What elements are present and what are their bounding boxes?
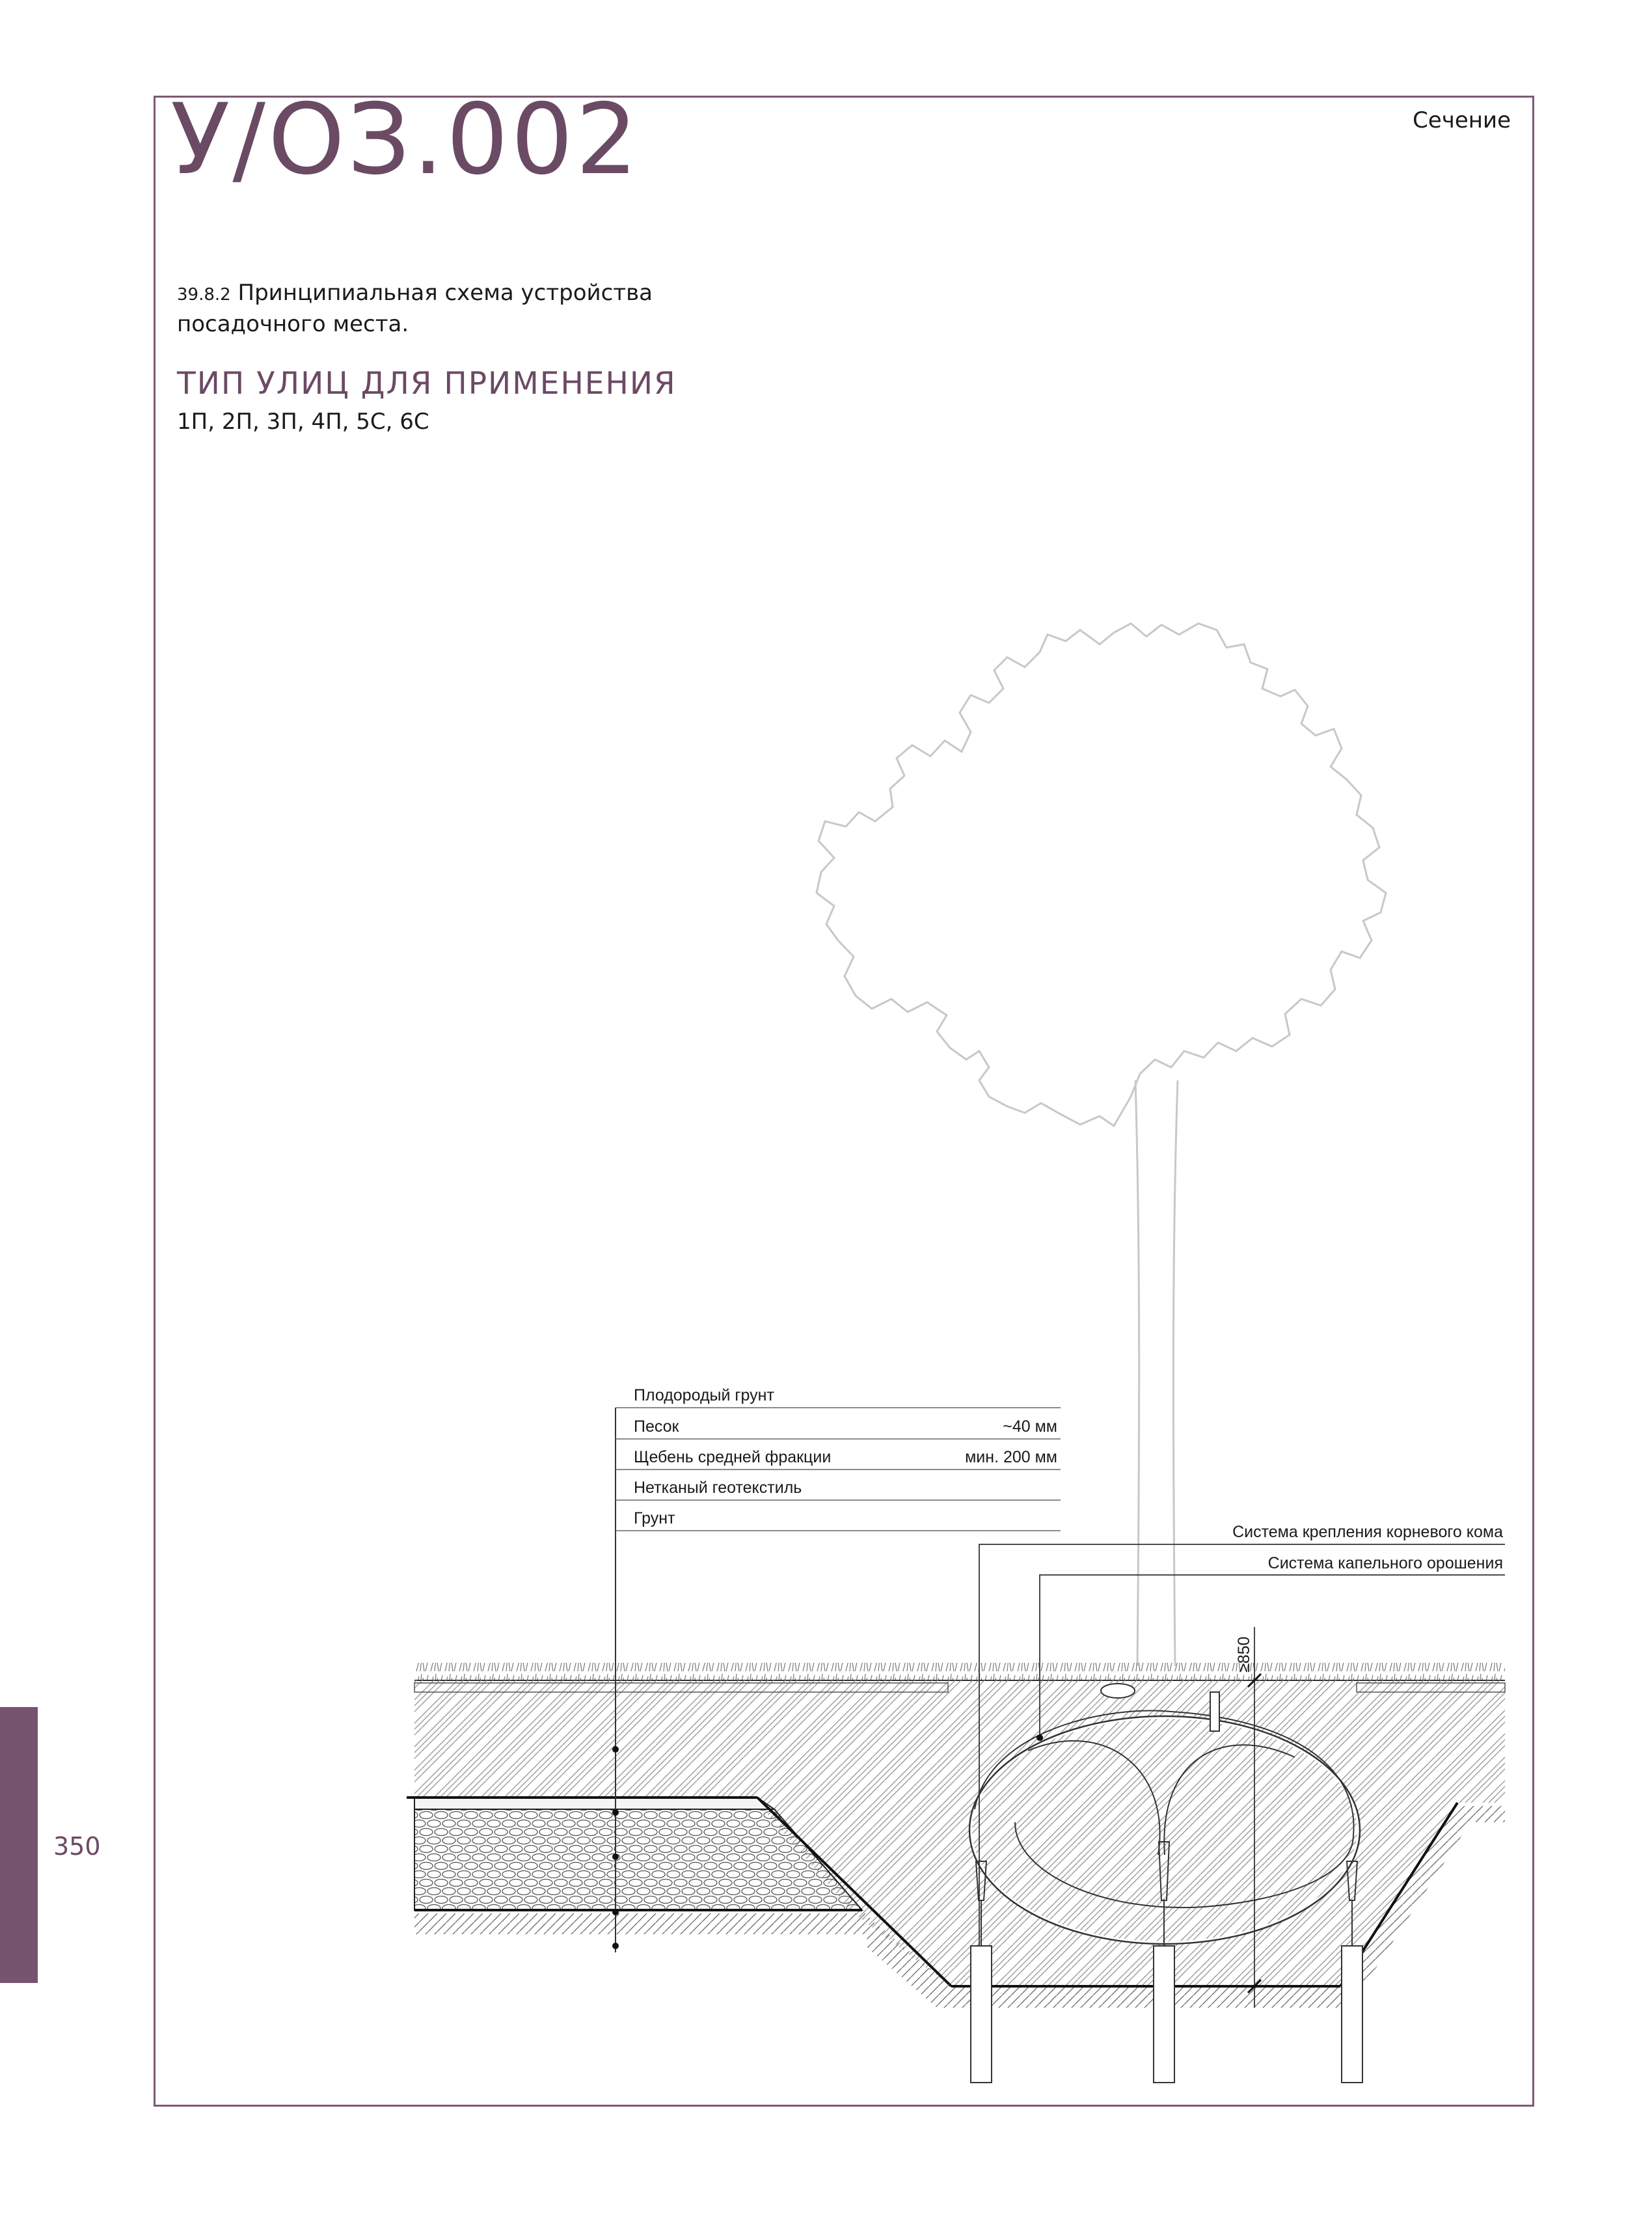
page-number: 350	[53, 1832, 101, 1861]
anchor-stake-center	[1154, 1946, 1174, 2083]
leader-dot-2	[612, 1809, 619, 1816]
label-ground: Грунт	[634, 1509, 675, 1527]
anchor-stake-right	[1342, 1946, 1362, 2083]
irrigation-inlet	[1101, 1684, 1135, 1698]
figure-caption-line2: посадочного места.	[177, 311, 409, 337]
leader-dot-5	[612, 1943, 619, 1949]
label-sand: Песок	[634, 1417, 679, 1436]
drip-leader-dot	[1036, 1734, 1043, 1741]
label-geotextile: Нетканый геотекстиль	[634, 1479, 802, 1497]
sand-layer	[414, 1798, 774, 1809]
label-gravel-thickness: мин. 200 мм	[965, 1448, 1057, 1466]
leader-dot-4	[612, 1909, 619, 1915]
section-label: Сечение	[1413, 107, 1511, 133]
label-depth: ≥850	[1235, 1636, 1253, 1673]
native-ground-left	[414, 1913, 870, 1934]
leader-dot-1	[612, 1746, 619, 1753]
grass-strip	[414, 1663, 1505, 1680]
tree-trunk	[1135, 1080, 1178, 1666]
irrigation-riser	[1210, 1692, 1219, 1731]
document-code: У/ОЗ.002	[170, 83, 641, 197]
street-types-list: 1П, 2П, 3П, 4П, 5С, 6С	[177, 409, 429, 435]
label-drip-irrigation: Система капельного орошения	[1267, 1554, 1503, 1572]
label-sand-thickness: ~40 мм	[1003, 1417, 1057, 1436]
tree-crown	[817, 623, 1386, 1126]
figure-caption-line1: Принципиальная схема устройства	[237, 280, 653, 306]
label-fertile-soil: Плодородый грунт	[634, 1386, 774, 1404]
label-root-fixing: Система крепления корневого кома	[1232, 1523, 1503, 1541]
label-gravel: Щебень средней фракции	[634, 1448, 832, 1466]
leader-dot-3	[612, 1853, 619, 1860]
anchor-stake-left	[971, 1946, 992, 2083]
figure-number: 39.8.2	[177, 285, 231, 305]
street-types-title: ТИП УЛИЦ ДЛЯ ПРИМЕНЕНИЯ	[177, 366, 677, 402]
